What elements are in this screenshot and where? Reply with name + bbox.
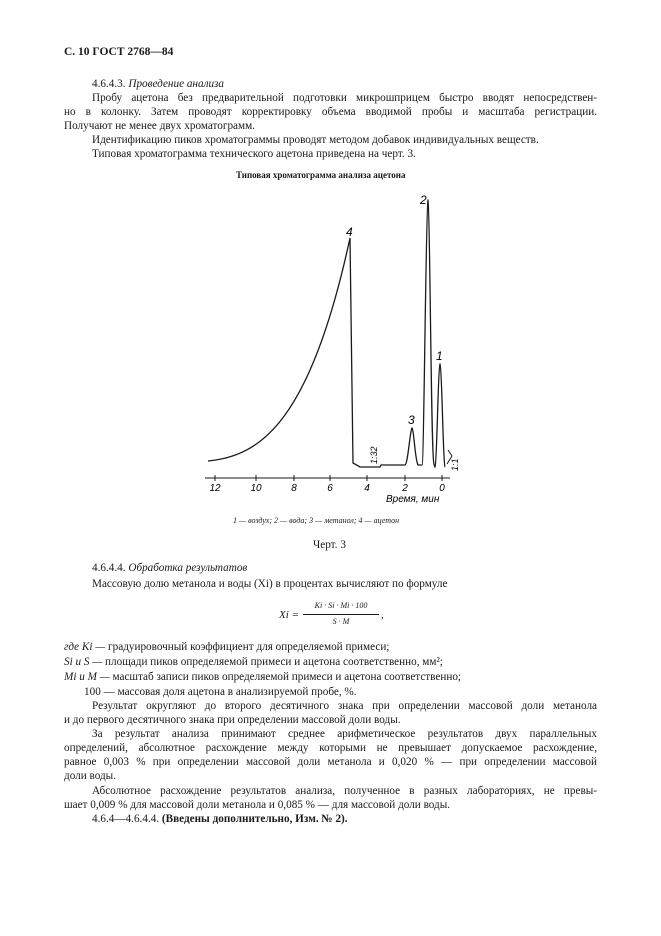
where-symbol: Mi и M — [64, 671, 110, 683]
peak-label-1: 1 [436, 349, 443, 363]
where-text: градуировочный коэффициент для определяемой примеси; [108, 641, 390, 653]
paragraph-line: Абсолютное расхождение результатов анализа, полученное в разных лабораториях, не превы- [92, 785, 597, 797]
formula-intro: Массовую долю метанола и воды (Xi) в процентах вычисляют по формуле [92, 578, 448, 590]
formula-numerator: Ki · Si · Mi · 100 [314, 601, 368, 610]
paragraph-line: Получают не менее двух хроматограмм. [64, 120, 255, 132]
chromatogram [200, 188, 480, 508]
section-4643-heading [92, 77, 224, 91]
amendment-number: 4.6.4—4.6.4.4. [92, 813, 160, 825]
figure-caption: Типовая хроматограмма анализа ацетона [236, 170, 406, 180]
paragraph-line: доли воды. [64, 770, 116, 782]
page-header: С. 10 ГОСТ 2768—84 [64, 46, 174, 58]
section-number: 4.6.4.3. [92, 78, 126, 90]
tick-label: 6 [327, 483, 333, 494]
amendment-note [92, 812, 348, 826]
where-item [64, 670, 461, 684]
paragraph-line: Результат округляют до второго десятичного знака при определении массовой доли метанола [92, 700, 597, 712]
where-item [84, 685, 357, 699]
tick-label: 10 [250, 483, 262, 494]
section-title: Обработка результатов [128, 562, 248, 574]
peak-label-2: 2 [420, 193, 427, 207]
paragraph-line: но в колонку. Затем проводят корректировку объема вводимой пробы и масштаба регистрации. [64, 106, 597, 118]
section-title: Проведение анализа [128, 78, 225, 90]
formula-denominator: S · M [332, 617, 350, 626]
tick-label: 4 [364, 483, 370, 494]
attenuation-label-1: 1:32 [369, 446, 379, 464]
peak-label-4: 4 [346, 225, 353, 239]
peak-label-3: 3 [408, 413, 415, 427]
fraction-bar [303, 614, 379, 615]
where-symbol: Si и S — [64, 656, 103, 668]
tick-labels [209, 483, 445, 494]
where-symbol: 100 — [84, 686, 115, 698]
axis-label: Время, мин [386, 494, 440, 505]
section-number: 4.6.4.4. [92, 562, 126, 574]
attenuation-label-2: 1:1 [450, 458, 460, 471]
paragraph-line: Типовая хроматограмма технического ацетона приведена на черт. 3. [92, 148, 416, 160]
tick-label: 8 [291, 483, 297, 494]
tick-label: 2 [402, 483, 408, 494]
paragraph-line: За результат анализа принимают среднее арифметическое результатов двух параллельных [92, 728, 597, 740]
where-item [64, 655, 443, 669]
paragraph-line: Идентификацию пиков хроматограммы проводят методом добавок индивидуальных веществ. [92, 134, 539, 146]
paragraph-line: шает 0,009 % для массовой доли метанола и 0,085 % — для массовой доли воды. [64, 799, 451, 811]
figure-number: Черт. 3 [313, 539, 346, 551]
where-text: площади пиков определяемой примеси и ацетона соответственно, мм²; [105, 656, 443, 668]
where-item [64, 640, 389, 654]
tick-label: 0 [439, 483, 445, 494]
tick-label: 12 [209, 483, 221, 494]
figure-legend: 1 — воздух; 2 — вода; 3 — метанол; 4 — ацетон [233, 516, 400, 525]
paragraph-line: Пробу ацетона без предварительной подготовки микрошприцем быстро вводят непосредствен- [92, 92, 597, 104]
paragraph-line: определений, абсолютное расхождение между которыми не превышает допускаемое расхождение, [64, 742, 597, 754]
paragraph-line: и до первого десятичного знака при определении массовой доли воды. [64, 714, 401, 726]
section-4644-heading [92, 561, 247, 575]
paragraph-line: равное 0,003 % при определении массовой доли метанола и 0,020 % — при определении массовой [64, 756, 597, 768]
formula-lhs: Xi = [279, 609, 299, 621]
where-text: масштаб записи пиков определяемой примеси и ацетона соответственно; [112, 671, 462, 683]
where-symbol: где Ki — [64, 641, 106, 653]
formula-comma: , [381, 609, 384, 621]
amendment-text: (Введены дополнительно, Изм. № 2). [161, 813, 348, 825]
where-text: массовая доля ацетона в анализируемой пробе, %. [117, 686, 357, 698]
